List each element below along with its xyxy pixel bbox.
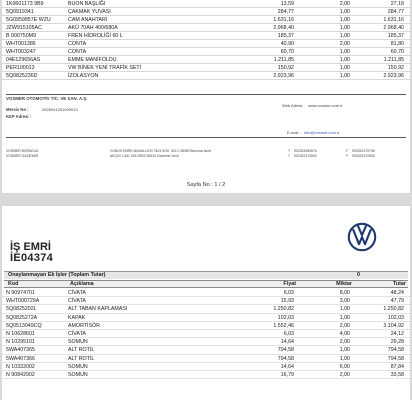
branch-gaziemir: VOSMER GAZİEMİR (6, 154, 39, 158)
table-row (2, 346, 410, 354)
item-price: 14,64 (280, 339, 294, 346)
item-price: 150,92 (277, 65, 294, 71)
item-total: 284,77 (387, 9, 404, 15)
item-description: SOMUN (68, 339, 88, 346)
item-price: 102,03 (277, 314, 294, 321)
item-description: AKÜ 70AH 400/680A (68, 25, 118, 31)
item-price: 14,64 (280, 363, 294, 370)
table-row (2, 24, 410, 32)
branch-bornova: VOSMER BORNOVA (6, 149, 39, 153)
item-total: 29,28 (390, 339, 404, 346)
item-price: 185,37 (277, 33, 294, 39)
item-code: 5Q0825202L (6, 306, 37, 313)
item-code: N 90974701 (6, 290, 35, 296)
item-description: BUON BAŞLIĞI (68, 1, 106, 7)
web-link[interactable]: www.vosmer.com.tr (308, 103, 343, 108)
item-description: ALT ROTİL (68, 347, 95, 354)
item-price: 1.552,46 (273, 322, 294, 329)
item-total: 102,03 (387, 314, 404, 321)
table-row (2, 355, 410, 363)
table-row (2, 48, 410, 56)
item-quantity: 6,00 (339, 363, 350, 370)
fax-1: 902322470708 (352, 149, 375, 153)
item-description: CİVATA (68, 298, 86, 305)
item-price: 40,90 (280, 41, 294, 47)
work-order-title: İŞ EMRİ (10, 241, 51, 253)
section-header (4, 271, 408, 279)
address-bornova: YUNUS EMRE MAHALLESİ 7523 SOK. NO:2 35080 Bornova İzmir (110, 149, 212, 153)
kep-label: KEP Adresi : (6, 114, 32, 119)
item-quantity: 1,00 (339, 17, 350, 23)
item-quantity: 1,00 (339, 49, 350, 55)
table-row (2, 64, 410, 72)
work-order-number: İE04374 (10, 252, 54, 264)
item-code: N 90842902 (6, 371, 35, 378)
item-description: CONTA (68, 41, 87, 47)
fax-2: 902322470505 (352, 154, 375, 158)
item-total: 87,84 (390, 363, 404, 370)
item-quantity: 1,00 (339, 306, 350, 313)
item-price: 2.923,96 (273, 73, 294, 79)
parts-table-page-2 (2, 289, 410, 379)
item-price: 1.211,85 (273, 57, 294, 63)
web-label: Web Adresi : (282, 103, 305, 108)
mersis-value: 0925041251000013 (42, 107, 78, 112)
item-total: 48,24 (390, 290, 404, 296)
col-header-total: Tutar (392, 281, 406, 287)
item-total: 2.923,96 (383, 73, 404, 79)
item-code: 5Q0513049CQ (6, 322, 42, 329)
tel-1: 902323465576 (294, 149, 317, 153)
item-price: 6,03 (283, 290, 294, 296)
item-total: 794,58 (387, 347, 404, 354)
item-description: İZOLASYON (68, 73, 99, 79)
table-row (2, 16, 410, 24)
item-code: 5Q0825272A (6, 314, 38, 321)
item-total: 1.250,82 (383, 306, 404, 313)
item-quantity: 2,00 (339, 322, 350, 329)
item-description: CAM ANAHTARI (68, 17, 108, 23)
item-price: 16,79 (280, 371, 294, 378)
item-quantity: 1,00 (339, 65, 350, 71)
item-description: AMORTİSÖR (68, 322, 100, 329)
table-row (2, 322, 410, 330)
company-name: VOSMER OTOMOTİV TİC. VE SAN. A.Ş. (6, 96, 88, 101)
item-description: KAPAK (68, 314, 86, 321)
col-header-code: Kod (8, 281, 19, 287)
item-total: 1.211,85 (383, 57, 404, 63)
item-quantity: 1,00 (339, 33, 350, 39)
item-quantity: 1,00 (339, 9, 350, 15)
col-header-price: Fiyat (283, 281, 296, 287)
table-row (2, 56, 410, 64)
table-row (2, 32, 410, 40)
section-total: 0 (357, 272, 360, 278)
item-quantity: 1,00 (339, 314, 350, 321)
table-row (2, 297, 410, 305)
item-total: 2.968,40 (383, 25, 404, 31)
item-code: 04E129656AS (6, 57, 41, 63)
item-code: N 10332002 (6, 363, 35, 370)
item-code: WHT001386 (6, 41, 36, 47)
email-link[interactable]: info@vosmer.com.tr (304, 130, 340, 135)
item-price: 1.631,16 (273, 17, 294, 23)
item-code: N 10295101 (6, 339, 35, 346)
item-quantity: 1,00 (339, 355, 350, 362)
item-description: CİVATA (68, 330, 86, 337)
item-total: 47,79 (390, 298, 404, 305)
item-quantity: 8,00 (339, 290, 350, 296)
item-quantity: 3,00 (339, 298, 350, 305)
item-total: 27,18 (390, 1, 404, 7)
table-row (2, 0, 410, 8)
item-total: 3.104,92 (383, 322, 404, 329)
page-number: Sayfa No : 1 / 2 (186, 182, 226, 188)
table-row (2, 371, 410, 379)
item-price: 60,70 (280, 49, 294, 55)
tel-label-1: T (288, 149, 291, 153)
tel-2: 902322470500 (294, 154, 317, 158)
item-total: 24,12 (390, 330, 404, 337)
item-price: 794,58 (277, 347, 294, 354)
item-code: 5Q0919341 (6, 9, 34, 15)
item-code: B 000750M9 (6, 33, 37, 39)
item-total: 185,37 (387, 33, 404, 39)
item-code: 5WA407365 (6, 347, 35, 354)
col-header-quantity: Miktar (336, 281, 352, 287)
item-description: ALT TABAN KAPLAMASI (68, 306, 128, 313)
item-quantity: 2,00 (339, 371, 350, 378)
parts-table-page-1 (2, 0, 410, 80)
table-row (2, 289, 410, 297)
item-description: ÇAKMAK YUVASI (68, 9, 111, 15)
address-separator (6, 137, 406, 138)
table-row (2, 363, 410, 371)
item-quantity: 4,00 (339, 330, 350, 337)
item-price: 15,93 (280, 298, 294, 305)
item-quantity: 1,00 (339, 57, 350, 63)
item-price: 13,59 (280, 1, 294, 7)
item-description: CİVATA (68, 290, 86, 296)
table-header (4, 280, 408, 288)
item-quantity: 1,00 (339, 347, 350, 354)
item-description: CONTA (68, 49, 87, 55)
table-row (2, 40, 410, 48)
item-price: 2.968,40 (273, 25, 294, 31)
item-total: 1.631,16 (383, 17, 404, 23)
item-price: 1.250,82 (273, 306, 294, 313)
item-total: 150,92 (387, 65, 404, 71)
table-row (2, 8, 410, 16)
item-price: 284,77 (277, 9, 294, 15)
address-gaziemir: AKÇAY CAD. NO:250/3 35410 Gaziemir İzmir (110, 154, 179, 158)
tel-label-2: T (288, 154, 291, 158)
item-code: 5WA407366 (6, 355, 35, 362)
item-code: 5Q0825236D (6, 73, 38, 79)
item-quantity: 1,00 (339, 73, 350, 79)
item-description: SOMUN (68, 371, 88, 378)
item-total: 81,80 (390, 41, 404, 47)
item-quantity: 2,00 (339, 41, 350, 47)
item-code: PER100013 (6, 65, 35, 71)
item-code: 5G0959857E WZU (6, 17, 51, 23)
item-code: WHT000729A (6, 298, 40, 305)
mersis-label: Mersis No : (6, 107, 29, 112)
table-row (2, 330, 410, 338)
item-code: JZW915105AC (6, 25, 42, 31)
item-quantity: 1,00 (339, 25, 350, 31)
item-total: 60,70 (390, 49, 404, 55)
vw-logo-icon (347, 222, 377, 257)
footer-separator (6, 94, 406, 95)
col-header-description: Açıklama (70, 281, 94, 287)
email-label: E-mail : (287, 130, 301, 135)
item-quantity: 2,00 (339, 339, 350, 346)
item-description: FREN HİDROLİĞİ 60 L (68, 33, 123, 39)
item-code: WHT003247 (6, 49, 36, 55)
item-total: 794,58 (387, 355, 404, 362)
table-row (2, 314, 410, 322)
document-page-1 (2, 0, 410, 193)
fax-label-1: F (346, 149, 349, 153)
item-description: ALT ROTİL (68, 355, 95, 362)
fax-label-2: F (346, 154, 349, 158)
item-description: VW BİNEK YENİ TRAFİK SETİ (68, 65, 142, 71)
table-row (2, 305, 410, 313)
item-description: SOMUN (68, 363, 88, 370)
item-quantity: 2,00 (339, 1, 350, 7)
item-total: 33,58 (390, 371, 404, 378)
item-price: 6,03 (283, 330, 294, 337)
table-row (2, 338, 410, 346)
section-title: Onaylanmayan Ek İşler (Toplam Tutar) (8, 272, 106, 278)
table-row (2, 72, 410, 80)
item-price: 794,58 (277, 355, 294, 362)
item-code: N 10628601 (6, 330, 35, 337)
item-description: EMME MANİFOLDU (68, 57, 117, 63)
item-code: 1K0601173 9B9 (6, 1, 44, 7)
